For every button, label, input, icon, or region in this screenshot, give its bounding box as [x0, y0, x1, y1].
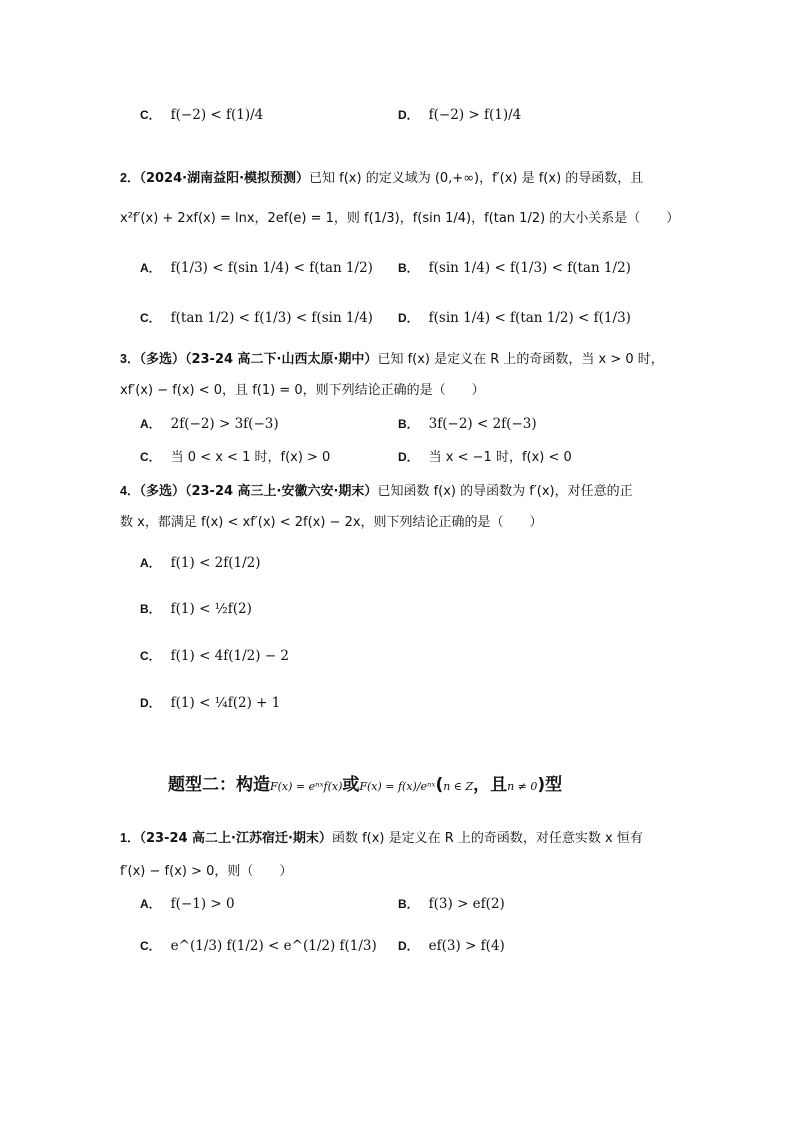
q3-option-a	[140, 418, 279, 432]
heading-paren-open: (	[435, 775, 444, 795]
option-text: f(1) < 2f(1/2)	[170, 555, 261, 571]
option-text: e^(1/3) f(1/2) < e^(1/2) f(1/3)	[170, 938, 377, 954]
s2q1-option-a	[140, 898, 235, 912]
s2q1-stem-line2	[120, 865, 292, 879]
q2-option-c	[140, 312, 373, 326]
option-label: D．	[398, 450, 419, 464]
question-stem: x²f′(x) + 2xf(x) = lnx，2ef(e) = 1，则 f(1/3)，f(sin 1/4)，f(tan 1/2) 的大小关系是（ ）	[120, 211, 680, 226]
option-text: f(1) < ½f(2)	[170, 601, 252, 617]
question-number: 1．	[120, 831, 140, 845]
option-text: f(tan 1/2) < f(1/3) < f(sin 1/4)	[170, 310, 373, 326]
option-text: 当 x < −1 时，f(x) < 0	[428, 450, 572, 465]
question-stem: 已知函数 f(x) 的导函数为 f′(x)，对任意的正	[377, 484, 633, 499]
q1-option-d	[398, 109, 521, 123]
question-number: 2．	[120, 171, 140, 185]
option-label: D．	[398, 939, 419, 953]
option-label: A．	[140, 417, 161, 431]
option-label: B．	[398, 261, 419, 275]
option-text: 3f(−2) < 2f(−3)	[428, 416, 537, 432]
heading-suffix: )型	[537, 775, 563, 795]
option-label: B．	[398, 417, 419, 431]
option-label: C．	[140, 450, 161, 464]
option-label: B．	[398, 897, 419, 911]
q3-option-d	[398, 451, 572, 465]
heading-prefix: 题型二：构造	[168, 775, 270, 795]
option-label: A．	[140, 261, 161, 275]
s2q1-stem-line1	[120, 832, 643, 846]
question-source: （多选）（23-24 高二下·山西太原·期中）	[139, 352, 378, 367]
question-stem: 已知 f(x) 是定义在 R 上的奇函数，当 x > 0 时，	[377, 352, 664, 367]
option-text: f(sin 1/4) < f(1/3) < f(tan 1/2)	[428, 260, 631, 276]
q2-stem-line1	[120, 172, 643, 186]
option-text: f(sin 1/4) < f(tan 1/2) < f(1/3)	[428, 310, 631, 326]
option-text: f(1) < 4f(1/2) − 2	[170, 648, 290, 664]
q2-stem-line2	[120, 212, 679, 226]
option-label: A．	[140, 897, 161, 911]
q3-option-b	[398, 418, 537, 432]
option-text: f(−2) > f(1)/4	[428, 107, 522, 123]
heading-formula-1: F(x) = eⁿˣf(x)	[270, 780, 343, 793]
question-stem: 函数 f(x) 是定义在 R 上的奇函数，对任意实数 x 恒有	[331, 831, 643, 846]
q4-stem-line2	[120, 516, 543, 530]
option-label: C．	[140, 649, 161, 663]
question-stem: f′(x) − f(x) > 0，则（ ）	[120, 864, 293, 879]
q1-option-c	[140, 109, 263, 123]
q4-stem-line1	[120, 485, 633, 499]
question-stem: 已知 f(x) 的定义域为 (0,+∞)，f′(x) 是 f(x) 的导函数，且	[309, 171, 644, 186]
option-label: D．	[398, 108, 419, 122]
option-text: f(1/3) < f(sin 1/4) < f(tan 1/2)	[170, 260, 373, 276]
q4-option-d	[140, 697, 280, 711]
s2q1-option-d	[398, 940, 505, 954]
q3-option-c	[140, 451, 330, 465]
heading-middle: 或	[342, 775, 360, 795]
s2q1-option-c	[140, 940, 377, 954]
option-label: B．	[140, 602, 161, 616]
option-text: f(−2) < f(1)/4	[170, 107, 264, 123]
heading-comma: ，且	[473, 775, 508, 795]
option-text: f(−1) > 0	[170, 896, 235, 912]
q2-option-b	[398, 262, 631, 276]
s2q1-option-b	[398, 898, 505, 912]
heading-condition-2: n ≠ 0	[507, 780, 538, 793]
question-stem: 数 x，都满足 f(x) < xf′(x) < 2f(x) − 2x，则下列结论正确的是（ ）	[120, 515, 543, 530]
option-text: 2f(−2) > 3f(−3)	[170, 416, 279, 432]
option-text: 当 0 < x < 1 时，f(x) > 0	[170, 450, 331, 465]
option-label: C．	[140, 311, 161, 325]
question-number: 3．	[120, 352, 140, 366]
question-number: 4．	[120, 484, 140, 498]
q3-stem-line2	[120, 384, 485, 398]
option-label: C．	[140, 939, 161, 953]
q3-stem-line1	[120, 353, 664, 367]
q2-option-a	[140, 262, 373, 276]
option-text: f(3) > ef(2)	[428, 896, 505, 912]
option-label: D．	[398, 311, 419, 325]
question-source: （多选）（23-24 高三上·安徽六安·期末）	[139, 484, 378, 499]
q2-option-d	[398, 312, 631, 326]
question-stem: xf′(x) − f(x) < 0，且 f(1) = 0，则下列结论正确的是（ ）	[120, 383, 485, 398]
option-label: C．	[140, 108, 161, 122]
option-label: A．	[140, 556, 161, 570]
option-text: f(1) < ¼f(2) + 1	[170, 695, 281, 711]
q4-option-b	[140, 603, 252, 617]
heading-condition-1: n ∈ Z	[443, 780, 474, 793]
heading-formula-2: F(x) = f(x)/eⁿˣ	[359, 780, 436, 793]
q4-option-a	[140, 557, 261, 571]
option-label: D．	[140, 696, 161, 710]
q4-option-c	[140, 650, 289, 664]
option-text: ef(3) > f(4)	[428, 938, 505, 954]
question-source: （23-24 高二上·江苏宿迁·期末）	[139, 831, 332, 846]
section-heading	[168, 770, 562, 795]
question-source: （2024·湖南益阳·模拟预测）	[139, 171, 310, 186]
